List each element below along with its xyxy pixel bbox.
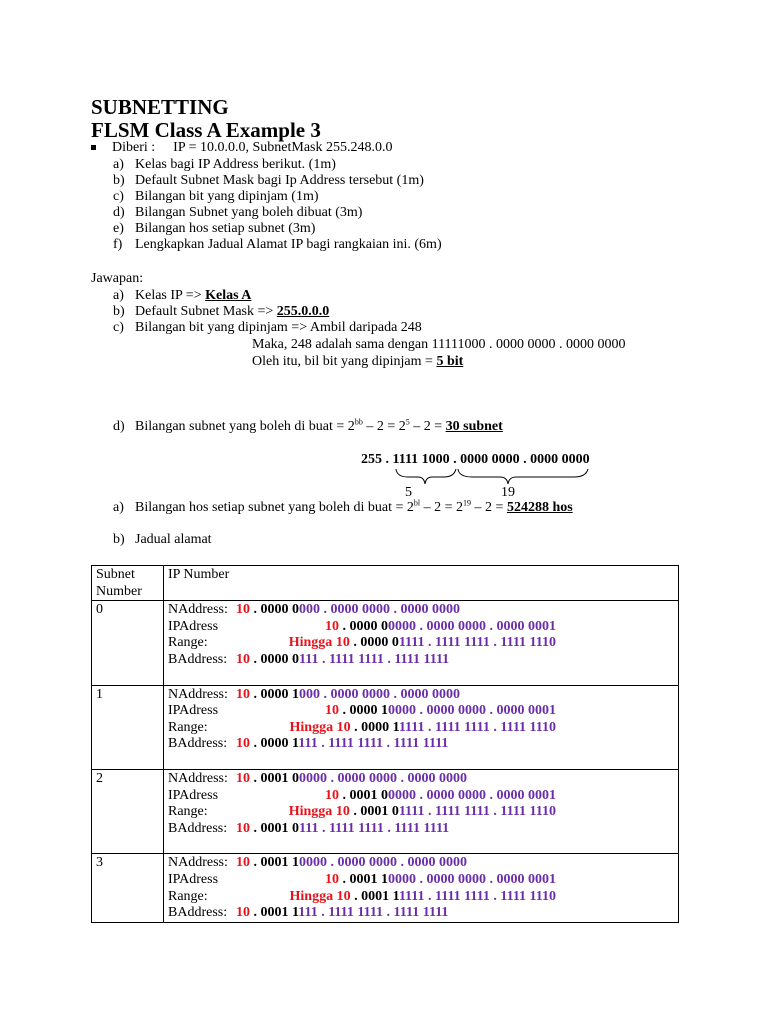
answer-c: c) Bilangan bit yang dipinjam => Ambil daripada 248 [113, 320, 422, 335]
row-labels: NAddress: IPAdress Range: BAddress: [164, 685, 233, 769]
question-item: e) Bilangan hos setiap subnet (3m) [113, 221, 316, 236]
answer-c-value: 5 bit [436, 354, 464, 369]
answer-a: a) Kelas IP => Kelas A [113, 288, 252, 303]
answer-e: a) Bilangan hos setiap subnet yang boleh di buat = $2^{bl} - 2 = 2^{19} - 2 = 524288$ hos [113, 498, 573, 515]
broadcast-address: 10 . 0000 0111 . 1111 1111 . 1111 1111 [236, 651, 450, 667]
table-header-row [92, 566, 679, 601]
title-subnetting: SUBNETTING [91, 95, 229, 119]
broadcast-address: 10 . 0001 0111 . 1111 1111 . 1111 1111 [236, 820, 450, 836]
table-row [92, 854, 679, 922]
range-end: Hingga 10 . 0001 11111 . 1111 1111 . 1111 1110 [289, 888, 556, 904]
answer-e-value: 524288 hos [506, 500, 573, 515]
broadcast-address: 10 . 0000 1111 . 1111 1111 . 1111 1111 [236, 736, 449, 752]
given-label: Diberi : [112, 140, 156, 155]
brace-label-host: 19 [501, 485, 515, 500]
subnet-number: 0 [92, 601, 164, 685]
table-row [92, 601, 679, 685]
network-address: 10 . 0000 0000 . 0000 0000 . 0000 0000 [236, 602, 460, 618]
broadcast-address: 10 . 0001 1111 . 1111 1111 . 1111 1111 [236, 905, 449, 921]
range-end: Hingga 10 . 0001 01111 . 1111 1111 . 1111 1110 [288, 804, 556, 820]
row-labels: NAddress: IPAdress Range: BAddress: [164, 601, 233, 685]
network-address: 10 . 0000 1000 . 0000 0000 . 0000 0000 [236, 686, 460, 702]
bullet-icon [91, 145, 96, 150]
answer-a-value: Kelas A [205, 288, 252, 303]
subnet-number: 2 [92, 769, 164, 853]
table-row [92, 769, 679, 853]
row-addresses [232, 854, 679, 922]
first-ip-address: 10 . 0000 00000 . 0000 0000 . 0000 0001 [325, 618, 556, 634]
row-addresses [232, 685, 679, 769]
header-ip-number: IP Number [164, 566, 679, 601]
answer-d-value: 30 subnet [445, 419, 503, 434]
brace-label-borrowed: 5 [405, 485, 412, 500]
row-labels: NAddress: IPAdress Range: BAddress: [164, 769, 233, 853]
brace-graphic [394, 467, 594, 489]
row-labels: NAddress: IPAdress Range: BAddress: [164, 854, 233, 922]
answer-c-line2: Maka, 248 adalah sama dengan 11111000 . 0000 0000 . 0000 0000 [252, 337, 626, 352]
answer-f: b) Jadual alamat [113, 532, 212, 547]
answer-b-value: 255.0.0.0 [276, 304, 330, 319]
answer-c-line3: Oleh itu, bil bit yang dipinjam = 5 bit [252, 354, 464, 369]
answer-heading: Jawapan: [91, 271, 144, 286]
network-address: 10 . 0001 00000 . 0000 0000 . 0000 0000 [236, 770, 467, 786]
first-ip-address: 10 . 0000 10000 . 0000 0000 . 0000 0001 [325, 703, 556, 719]
question-item: a) Kelas bagi IP Address berikut. (1m) [113, 157, 336, 172]
given-value: IP = 10.0.0.0, SubnetMask 255.248.0.0 [173, 140, 393, 155]
address-table [91, 565, 679, 923]
answer-b: b) Default Subnet Mask => 255.0.0.0 [113, 304, 330, 319]
header-subnet-number: Subnet Number [92, 566, 164, 601]
table-row [92, 685, 679, 769]
question-item: d) Bilangan Subnet yang boleh dibuat (3m) [113, 205, 363, 220]
answer-d: d) Bilangan subnet yang boleh di buat = $2^{bb} - 2 = 2^5 - 2 = 30$ subnet [113, 417, 503, 434]
row-addresses [232, 601, 679, 685]
title-example: FLSM Class A Example 3 [91, 118, 321, 142]
row-addresses [232, 769, 679, 853]
first-ip-address: 10 . 0001 10000 . 0000 0000 . 0000 0001 [325, 871, 556, 887]
range-end: Hingga 10 . 0000 01111 . 1111 1111 . 1111 1110 [288, 635, 556, 651]
question-item: f) Lengkapkan Jadual Alamat IP bagi rangkaian ini. (6m) [113, 237, 442, 252]
binary-mask: 255 . 1111 1000 . 0000 0000 . 0000 0000 [361, 452, 590, 467]
question-item: b) Default Subnet Mask bagi Ip Address tersebut (1m) [113, 173, 424, 188]
question-item: c) Bilangan bit yang dipinjam (1m) [113, 189, 319, 204]
question-list [113, 157, 442, 253]
subnet-number: 3 [92, 854, 164, 922]
first-ip-address: 10 . 0001 00000 . 0000 0000 . 0000 0001 [325, 787, 556, 803]
given-line [91, 140, 392, 156]
subnet-number: 1 [92, 685, 164, 769]
range-end: Hingga 10 . 0000 11111 . 1111 1111 . 1111 1110 [289, 719, 556, 735]
network-address: 10 . 0001 10000 . 0000 0000 . 0000 0000 [236, 855, 467, 871]
